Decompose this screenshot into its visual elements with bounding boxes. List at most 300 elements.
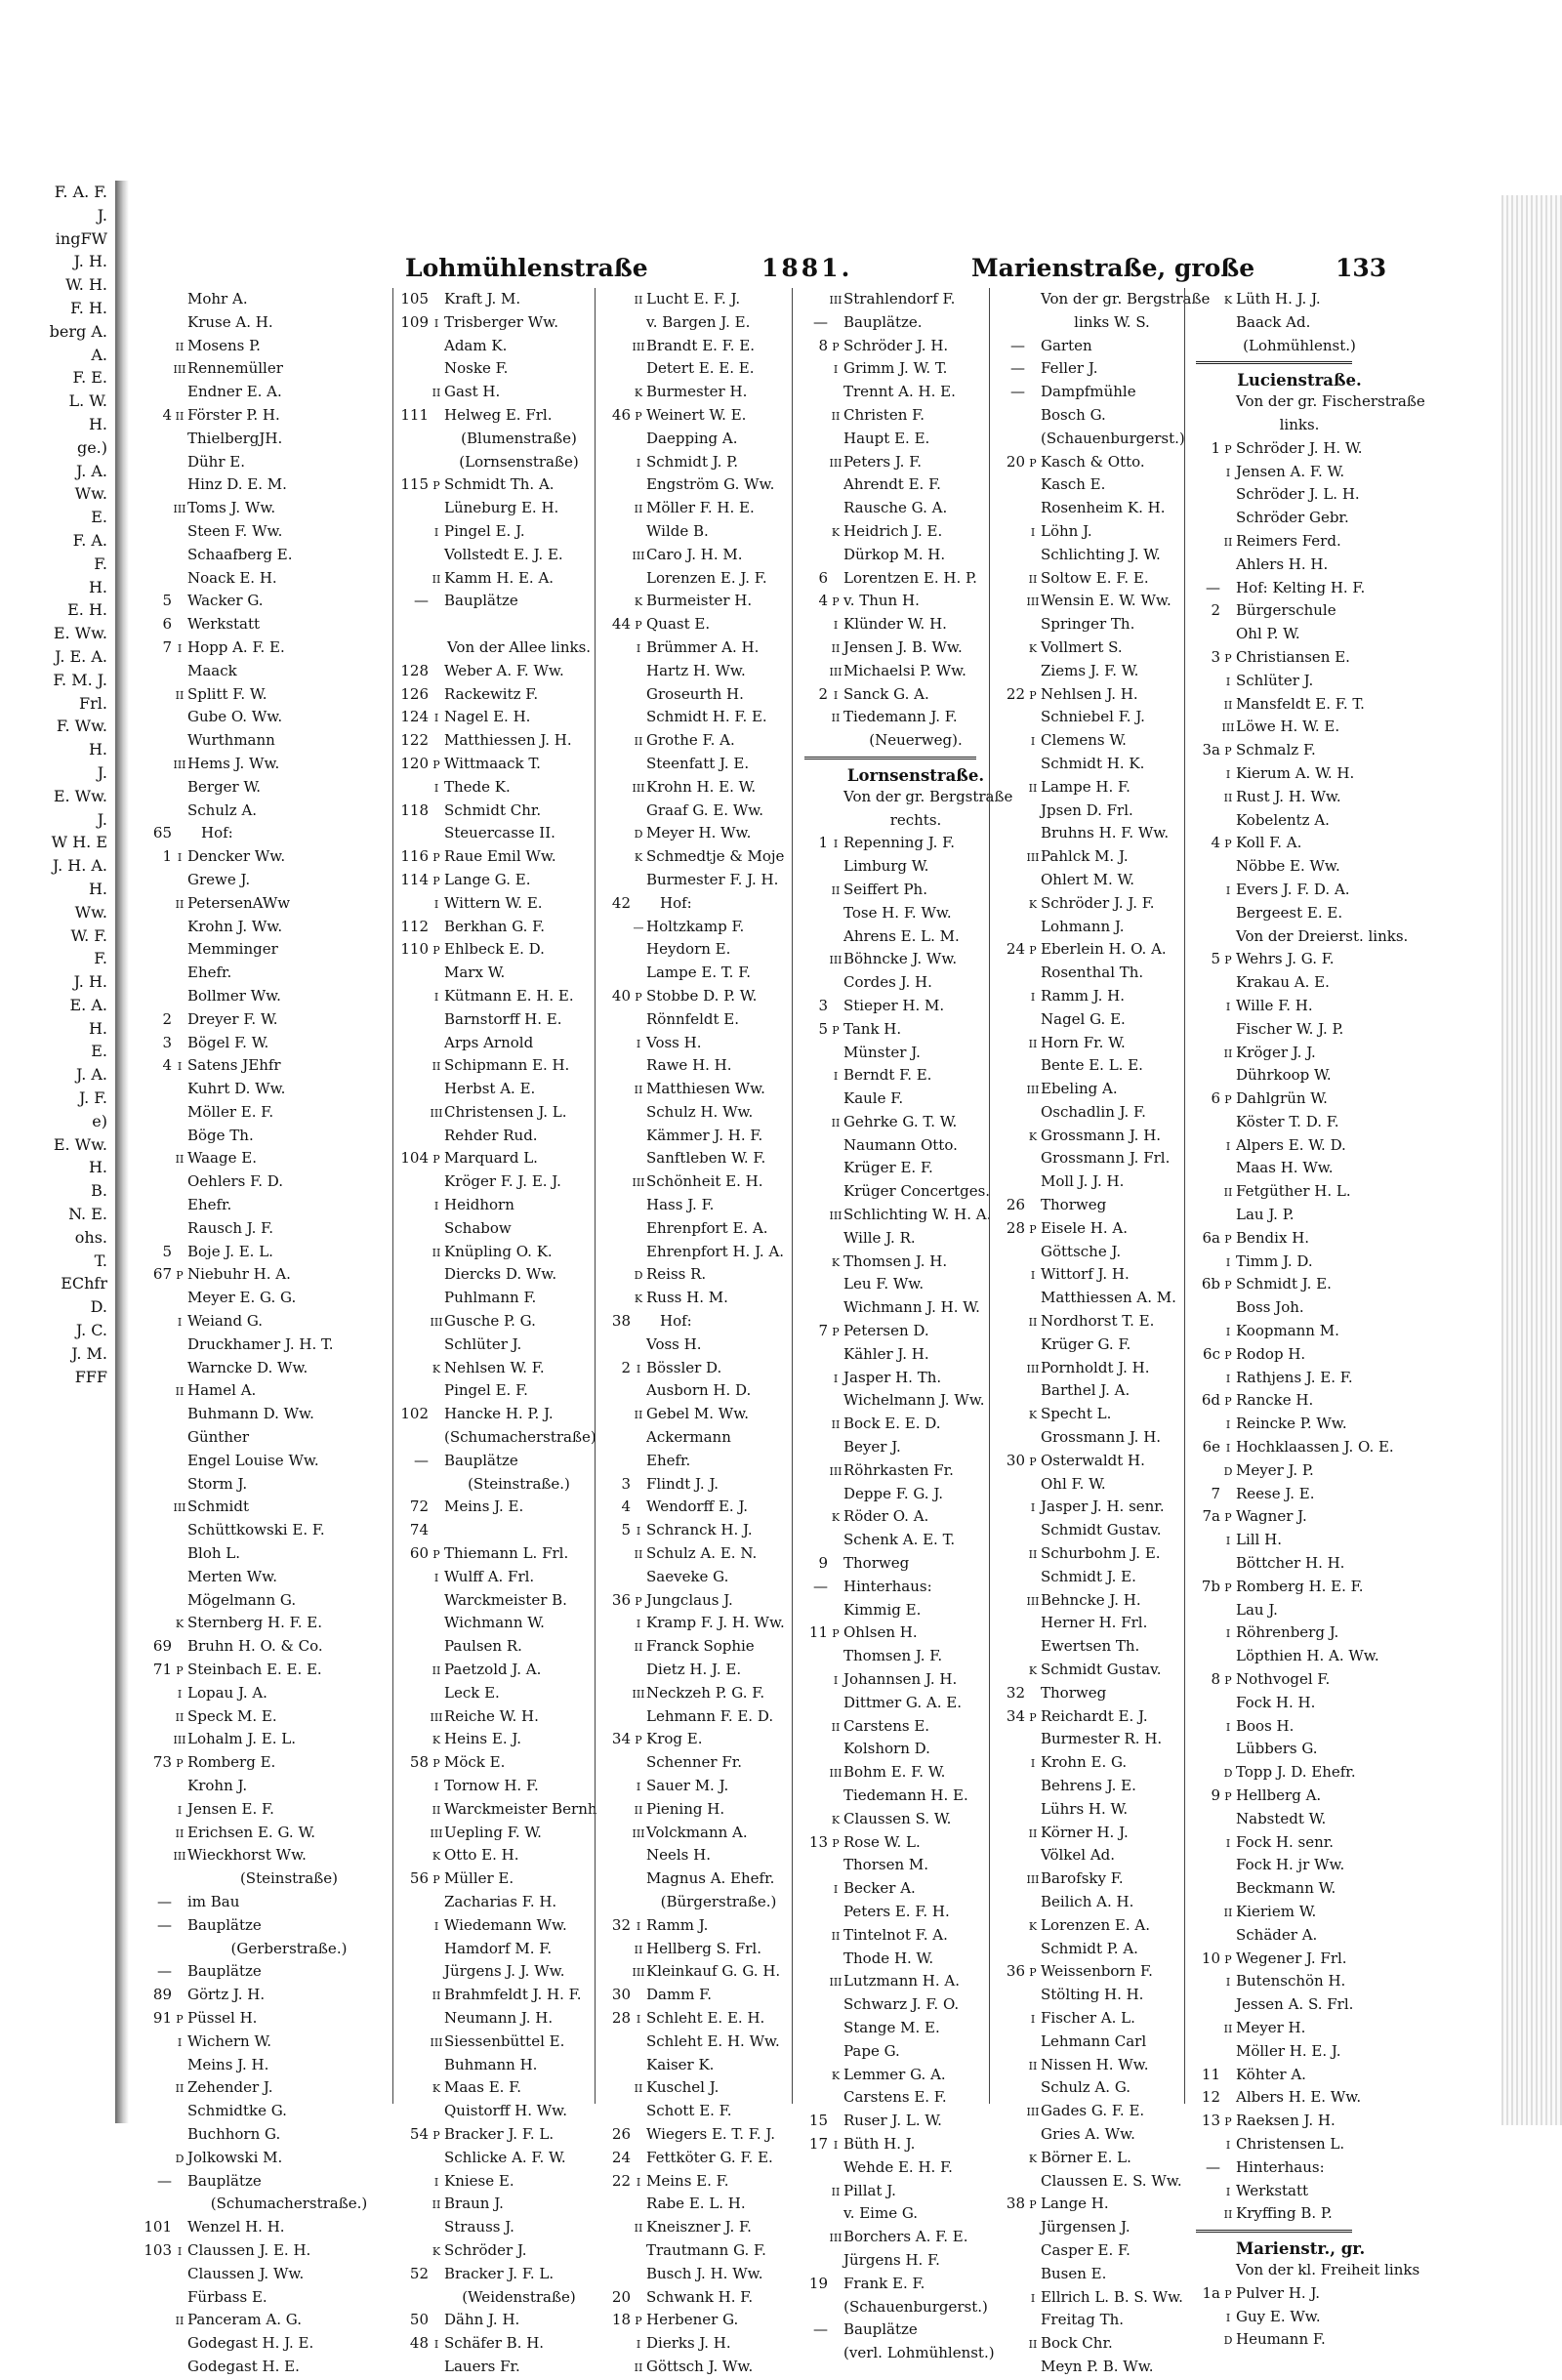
resident-entry: [596, 869, 791, 892]
floor-marker: I: [433, 990, 439, 1004]
resident-entry: [137, 660, 390, 683]
resident-entry: [596, 1054, 791, 1078]
resident-name: Schmidt H. K.: [1041, 754, 1145, 772]
resident-name: Ruser J. L. W.: [843, 2112, 942, 2130]
resident-name: Hof:: [660, 893, 692, 912]
floor-marker: P: [1224, 1511, 1232, 1525]
resident-name: Busch J. H. Ww.: [646, 2264, 763, 2282]
resident-name: Görtz J. H.: [187, 1986, 266, 2004]
resident-entry: [1185, 1645, 1379, 1668]
resident-entry: [596, 2054, 791, 2077]
resident-name: Christensen J. L.: [444, 1102, 567, 1121]
house-number: 8: [1211, 1670, 1220, 1689]
resident-name: Deppe F. G. J.: [843, 1484, 943, 1502]
resident-entry: [596, 1751, 791, 1775]
resident-entry: [990, 1566, 1183, 1589]
resident-name: Berkhan G. F.: [444, 917, 546, 935]
resident-entry: [793, 288, 988, 311]
floor-marker: I: [433, 1781, 439, 1793]
resident-name: Weissenborn F.: [1041, 1962, 1153, 1981]
resident-name: Von der Dreierst. links.: [1236, 926, 1409, 945]
resident-name: Nehlsen W. F.: [444, 1358, 545, 1376]
floor-marker: D: [634, 828, 643, 841]
resident-name: Meins J. E.: [444, 1498, 524, 1516]
resident-entry: [1185, 2328, 1363, 2352]
floor-marker: II: [175, 897, 185, 911]
resident-name: Romberg E.: [187, 1753, 276, 1772]
resident-name: Krüger Concertges.: [843, 1182, 991, 1201]
floor-marker: P: [1029, 1455, 1037, 1468]
resident-name: (Steinstraße): [239, 1869, 339, 1888]
resident-name: Thiemann L. Frl.: [444, 1544, 569, 1563]
floor-marker: III: [430, 2035, 443, 2049]
resident-entry: [596, 822, 791, 845]
resident-name: Fock H. jr Ww.: [1236, 1856, 1345, 1874]
resident-entry: [1185, 1251, 1363, 1274]
resident-name: Garten: [1041, 336, 1092, 354]
house-number: 15: [808, 2112, 828, 2130]
resident-name: Kniese E.: [444, 2171, 514, 2190]
house-number: 6d: [1201, 1391, 1220, 1410]
resident-name: Löpthien H. A. Ww.: [1236, 1647, 1379, 1665]
resident-entry: [393, 1705, 594, 1729]
resident-entry: [137, 2054, 390, 2077]
resident-entry: [137, 2031, 390, 2054]
resident-entry: [990, 1914, 1183, 1938]
resident-name: Gube O. Ww.: [187, 708, 283, 726]
resident-name: Mosens P.: [187, 336, 261, 354]
facing-page-line: N. E.: [68, 1205, 107, 1224]
resident-entry: [1185, 1296, 1363, 1320]
resident-entry: [990, 1635, 1183, 1659]
resident-entry: [1185, 1459, 1363, 1483]
floor-marker: I: [1225, 1627, 1231, 1641]
resident-entry: [596, 1101, 791, 1125]
resident-name: (Schauenburgerst.): [843, 2297, 988, 2316]
resident-name: Hinz D. E. M.: [187, 475, 287, 494]
resident-name: Wensin E. W. Ww.: [1041, 592, 1172, 610]
resident-name: Evers J. F. D. A.: [1236, 880, 1350, 898]
resident-name: Eberlein H. O. A.: [1041, 940, 1167, 959]
direction-note: [1185, 335, 1363, 358]
floor-marker: I: [1030, 2012, 1036, 2026]
resident-name: Hancke H. P. J.: [444, 1405, 554, 1423]
resident-name: Reiche W. H.: [444, 1706, 539, 1725]
resident-entry: [793, 1668, 988, 1692]
resident-name: Lüneburg E. H.: [444, 499, 559, 517]
facing-page-line: ge.): [76, 437, 107, 457]
floor-marker: II: [831, 883, 841, 897]
resident-name: Kröger J. J.: [1236, 1043, 1316, 1061]
resident-name: Schranck H. J.: [646, 1521, 753, 1539]
floor-marker: III: [632, 1826, 645, 1840]
floor-marker: I: [433, 2175, 439, 2189]
resident-name: Oehlers F. D.: [187, 1172, 284, 1191]
resident-name: Schmidt H. F. E.: [646, 708, 767, 726]
resident-entry: [393, 2356, 594, 2379]
resident-name: Gries A. Ww.: [1041, 2124, 1135, 2143]
resident-entry: [393, 1822, 594, 1845]
resident-entry: [137, 2123, 390, 2147]
house-number: 3: [162, 1033, 172, 1051]
resident-name: Voss H.: [646, 1033, 702, 1051]
floor-marker: P: [1224, 1348, 1232, 1362]
facing-page-line: J. H.: [73, 972, 107, 992]
floor-marker: —: [633, 921, 644, 934]
resident-name: Krohn J.: [187, 1777, 248, 1794]
resident-name: Meyn P. B. Ww.: [1041, 2357, 1154, 2375]
resident-name: Reiss R.: [646, 1265, 707, 1284]
resident-name: Dierks J. H.: [646, 2334, 731, 2353]
resident-entry: [137, 1125, 390, 1148]
resident-entry: [137, 1589, 390, 1613]
resident-entry: [393, 1287, 594, 1310]
resident-entry: [596, 1822, 791, 1845]
resident-entry: [596, 1473, 791, 1497]
resident-name: Schröder J. J. F.: [1041, 893, 1155, 912]
house-number: —: [1206, 2157, 1220, 2176]
resident-entry: [1185, 1877, 1363, 1901]
resident-entry: [596, 1844, 791, 1867]
facing-page-line: ohs.: [74, 1227, 107, 1247]
resident-name: Von der Allee links.: [446, 637, 592, 656]
resident-entry: [1185, 2156, 1363, 2180]
resident-entry: [393, 1008, 594, 1032]
resident-name: Tiedemann J. F.: [843, 708, 958, 726]
floor-marker: P: [1224, 1279, 1232, 1293]
resident-entry: [137, 288, 390, 311]
resident-name: Heins E. J.: [444, 1730, 521, 1748]
house-number: 6e: [1202, 1438, 1220, 1457]
resident-entry: [596, 2309, 791, 2332]
resident-entry: [990, 636, 1183, 660]
resident-entry: [990, 1612, 1183, 1635]
resident-name: Schröder J. L. H.: [1236, 485, 1360, 504]
house-number: 24: [611, 2148, 631, 2166]
resident-entry: [793, 2017, 988, 2040]
resident-name: Krohn J. Ww.: [187, 917, 283, 935]
resident-name: Schlichting J. W.: [1041, 545, 1161, 563]
resident-name: Uepling F. W.: [444, 1823, 542, 1841]
floor-marker: I: [177, 1060, 183, 1074]
house-number: 2: [621, 1358, 631, 1376]
facing-page-line: E. H.: [67, 600, 107, 620]
resident-entry: [990, 590, 1183, 613]
resident-name: Kaiser K.: [646, 2055, 715, 2073]
floor-marker: D: [1223, 1767, 1233, 1781]
resident-name: Bössler D.: [646, 1358, 722, 1376]
floor-marker: P: [176, 2012, 184, 2026]
resident-entry: [793, 2086, 988, 2110]
house-number: —: [813, 1577, 828, 1595]
resident-name: Hamdorf M. F.: [444, 1939, 553, 1957]
resident-entry: [137, 544, 390, 567]
resident-name: Rose W. L.: [843, 1832, 921, 1851]
resident-name: Bauplätze: [444, 1451, 518, 1469]
resident-name: Kämmer J. H. F.: [646, 1126, 763, 1144]
resident-entry: [1185, 1343, 1363, 1367]
resident-name: Claussen S. W.: [843, 1809, 952, 1827]
resident-name: Boss Joh.: [1236, 1298, 1304, 1317]
floor-marker: P: [432, 944, 440, 958]
resident-entry: [596, 381, 791, 404]
resident-name: Warckmeister B.: [444, 1590, 567, 1609]
floor-marker: I: [433, 781, 439, 795]
floor-marker: II: [831, 1720, 841, 1734]
resident-entry: [793, 855, 988, 879]
resident-entry: [793, 1761, 988, 1785]
floor-marker: III: [1026, 1084, 1040, 1097]
resident-entry: [990, 1473, 1183, 1497]
resident-entry: [393, 311, 594, 335]
resident-name: Sauer M. J.: [646, 1777, 729, 1794]
resident-entry: [596, 335, 791, 358]
resident-name: Bergeest E. E.: [1236, 903, 1343, 922]
resident-entry: [990, 613, 1183, 636]
floor-marker: II: [1028, 1826, 1038, 1840]
direction-note: [1185, 390, 1425, 414]
resident-name: Lornsenstraße.: [846, 765, 985, 785]
floor-marker: P: [176, 1757, 184, 1771]
resident-name: Thorweg: [1041, 1683, 1107, 1702]
house-number: 4: [162, 405, 172, 424]
resident-name: Bloh L.: [187, 1544, 241, 1563]
house-number: 101: [144, 2218, 172, 2236]
resident-entry: [596, 357, 791, 381]
resident-name: Rosenthal Th.: [1041, 964, 1144, 982]
resident-entry: [793, 567, 988, 591]
resident-entry: [137, 1379, 390, 1403]
resident-name: Schmidt Th. A.: [444, 475, 555, 494]
house-number: 1: [818, 834, 828, 852]
resident-name: Kasch E.: [1041, 475, 1106, 494]
resident-entry: [137, 1217, 390, 1241]
resident-name: Nagel G. E.: [1041, 1009, 1126, 1028]
floor-marker: III: [173, 1501, 186, 1515]
resident-entry: [1185, 2202, 1363, 2226]
resident-entry: [393, 776, 594, 800]
resident-entry: [393, 962, 594, 985]
floor-marker: II: [432, 1246, 441, 1259]
resident-name: Schwarz J. F. O.: [843, 1995, 960, 2014]
resident-entry: [1185, 762, 1363, 786]
house-number: 104: [400, 1149, 429, 1168]
resident-entry: [990, 520, 1183, 544]
resident-name: Kuschel J.: [646, 2078, 719, 2097]
resident-entry: [990, 938, 1183, 962]
resident-name: PetersenAWw: [187, 893, 291, 912]
house-number: 122: [400, 731, 429, 750]
resident-name: Frank E. F.: [843, 2274, 925, 2292]
resident-name: Wiegers E. T. F. J.: [646, 2124, 775, 2143]
resident-name: Puhlmann F.: [444, 1289, 537, 1307]
resident-name: Klünder W. H.: [843, 615, 947, 634]
resident-name: Barofsky F.: [1041, 1869, 1124, 1888]
resident-name: Körner H. J.: [1041, 1823, 1129, 1841]
resident-entry: [793, 660, 988, 683]
floor-marker: II: [432, 1060, 441, 1074]
resident-name: Engel Louise Ww.: [187, 1451, 319, 1469]
resident-entry: [1185, 1715, 1363, 1739]
resident-entry: [596, 613, 791, 636]
resident-entry: [137, 1682, 390, 1705]
resident-name: Ziems J. F. W.: [1041, 661, 1139, 679]
resident-name: Büth H. J.: [843, 2134, 916, 2153]
resident-entry: [393, 1170, 594, 1194]
resident-entry: [990, 2263, 1183, 2286]
resident-entry: [793, 1413, 988, 1436]
resident-name: links.: [1279, 415, 1320, 433]
floor-marker: D: [1223, 1464, 1233, 1478]
resident-name: Fettköter G. F. E.: [646, 2148, 773, 2166]
resident-name: Peters J. F.: [843, 452, 923, 471]
resident-name: Cordes J. H.: [843, 973, 932, 992]
facing-page-line: D.: [90, 1297, 107, 1317]
resident-entry: [596, 1659, 791, 1682]
floor-marker: I: [1225, 1139, 1231, 1153]
resident-entry: [990, 357, 1183, 381]
resident-entry: [596, 1589, 791, 1613]
resident-name: Hartz H. Ww.: [646, 661, 746, 679]
resident-name: Kruse A. H.: [187, 312, 273, 331]
resident-entry: [596, 1914, 791, 1938]
resident-entry: [596, 1705, 791, 1729]
facing-page-line: J.: [97, 762, 107, 782]
resident-entry: [793, 1599, 988, 1622]
floor-marker: I: [1225, 767, 1231, 781]
resident-name: Lill H.: [1236, 1531, 1282, 1549]
floor-marker: I: [1225, 1720, 1231, 1734]
resident-entry: [137, 2286, 390, 2310]
resident-entry: [793, 1785, 988, 1808]
resident-name: Kamm H. E. A.: [444, 568, 555, 587]
resident-name: Lorentzen E. H. P.: [843, 568, 977, 587]
resident-name: Meyer E. G. G.: [187, 1289, 297, 1307]
resident-name: Rennemüller: [187, 359, 283, 378]
floor-marker: I: [636, 2175, 641, 2189]
resident-entry: [1185, 2282, 1363, 2306]
resident-entry: [596, 2239, 791, 2263]
resident-name: Wieckhorst Ww.: [187, 1846, 307, 1865]
resident-entry: [137, 1426, 390, 1450]
resident-name: Behncke J. H.: [1041, 1590, 1141, 1609]
resident-entry: [793, 2273, 988, 2296]
house-number: 4: [818, 592, 828, 610]
resident-entry: [1185, 1738, 1363, 1761]
resident-entry: [1185, 1993, 1363, 2017]
resident-entry: [990, 2100, 1183, 2123]
resident-name: Holtzkamp F.: [646, 917, 745, 935]
resident-name: Münster J.: [843, 1043, 921, 1061]
facing-page-line: E.: [91, 508, 107, 527]
resident-entry: [793, 1948, 988, 1971]
resident-entry: [137, 473, 390, 497]
resident-name: Herbst A. E.: [444, 1080, 536, 1098]
floor-marker: I: [833, 688, 839, 702]
resident-name: Kaule F.: [843, 1089, 904, 1108]
resident-entry: [137, 2239, 390, 2263]
resident-name: Freitag Th.: [1041, 2311, 1125, 2329]
resident-entry: [393, 1751, 594, 1775]
resident-entry: [137, 520, 390, 544]
resident-entry: [990, 2193, 1183, 2216]
resident-name: Herbener G.: [646, 2311, 739, 2329]
facing-page-line: W H. E: [51, 833, 107, 852]
resident-entry: [137, 1403, 390, 1426]
resident-entry: [793, 1831, 988, 1855]
house-number: —: [157, 1915, 172, 1934]
resident-name: Thorweg: [1041, 1196, 1107, 1214]
resident-name: Grewe J.: [187, 870, 251, 888]
resident-entry: [1185, 288, 1363, 311]
resident-name: Schlicke A. F. W.: [444, 2148, 566, 2166]
floor-marker: II: [1028, 2338, 1038, 2352]
resident-name: Schenner Fr.: [646, 1753, 743, 1772]
resident-name: Schmidt P. A.: [1041, 1939, 1138, 1957]
floor-marker: II: [175, 1710, 185, 1724]
facing-page-line: F.: [94, 554, 107, 573]
house-number: 3: [1211, 647, 1220, 666]
floor-marker: P: [432, 851, 440, 865]
resident-entry: [137, 1357, 390, 1380]
resident-entry: [137, 428, 390, 451]
facing-page-line: Ww.: [74, 484, 107, 504]
resident-entry: [596, 1357, 791, 1380]
house-number: 10: [1201, 1949, 1220, 1967]
house-number: 6c: [1203, 1344, 1220, 1363]
floor-marker: I: [833, 1883, 839, 1897]
resident-name: Michaelsi P. Ww.: [843, 661, 966, 679]
floor-marker: P: [635, 1734, 642, 1747]
resident-name: Schmidt: [187, 1498, 249, 1516]
resident-name: Lucienstraße.: [1237, 371, 1362, 390]
floor-marker: I: [433, 1200, 439, 1213]
resident-entry: [137, 1101, 390, 1125]
resident-name: Ebeling A.: [1041, 1080, 1118, 1098]
resident-entry: [990, 1891, 1183, 1914]
resident-name: Schlüter J.: [1236, 671, 1314, 689]
resident-name: (Weidenstraße): [462, 2287, 576, 2306]
resident-entry: [793, 1389, 988, 1413]
resident-entry: [596, 1867, 791, 1891]
resident-name: Rausch J. F.: [187, 1218, 273, 1237]
resident-entry: [393, 1101, 594, 1125]
resident-entry: [137, 2263, 390, 2286]
floor-marker: I: [1030, 1501, 1036, 1515]
resident-entry: [1185, 1180, 1363, 1204]
resident-entry: [137, 1287, 390, 1310]
resident-entry: [990, 962, 1183, 985]
resident-name: Von der kl. Freiheit links: [1236, 2260, 1420, 2278]
resident-entry: [393, 1984, 594, 2007]
floor-marker: P: [1224, 1093, 1232, 1107]
resident-name: Grossmann J. Frl.: [1041, 1149, 1171, 1168]
floor-marker: III: [173, 758, 186, 771]
house-number: 24: [1006, 940, 1025, 959]
floor-marker: III: [632, 549, 645, 562]
resident-entry: [596, 428, 791, 451]
floor-marker: P: [1224, 1790, 1232, 1803]
resident-name: Kieriem W.: [1236, 1902, 1317, 1920]
resident-name: Lüth H. J. J.: [1236, 290, 1321, 308]
floor-marker: I: [636, 1919, 641, 1933]
resident-name: Möller H. E. J.: [1236, 2041, 1341, 2060]
house-number: 22: [1006, 684, 1025, 703]
resident-entry: [393, 1379, 594, 1403]
resident-entry: [596, 800, 791, 823]
resident-entry: [393, 1241, 594, 1264]
house-number: 110: [400, 940, 429, 959]
